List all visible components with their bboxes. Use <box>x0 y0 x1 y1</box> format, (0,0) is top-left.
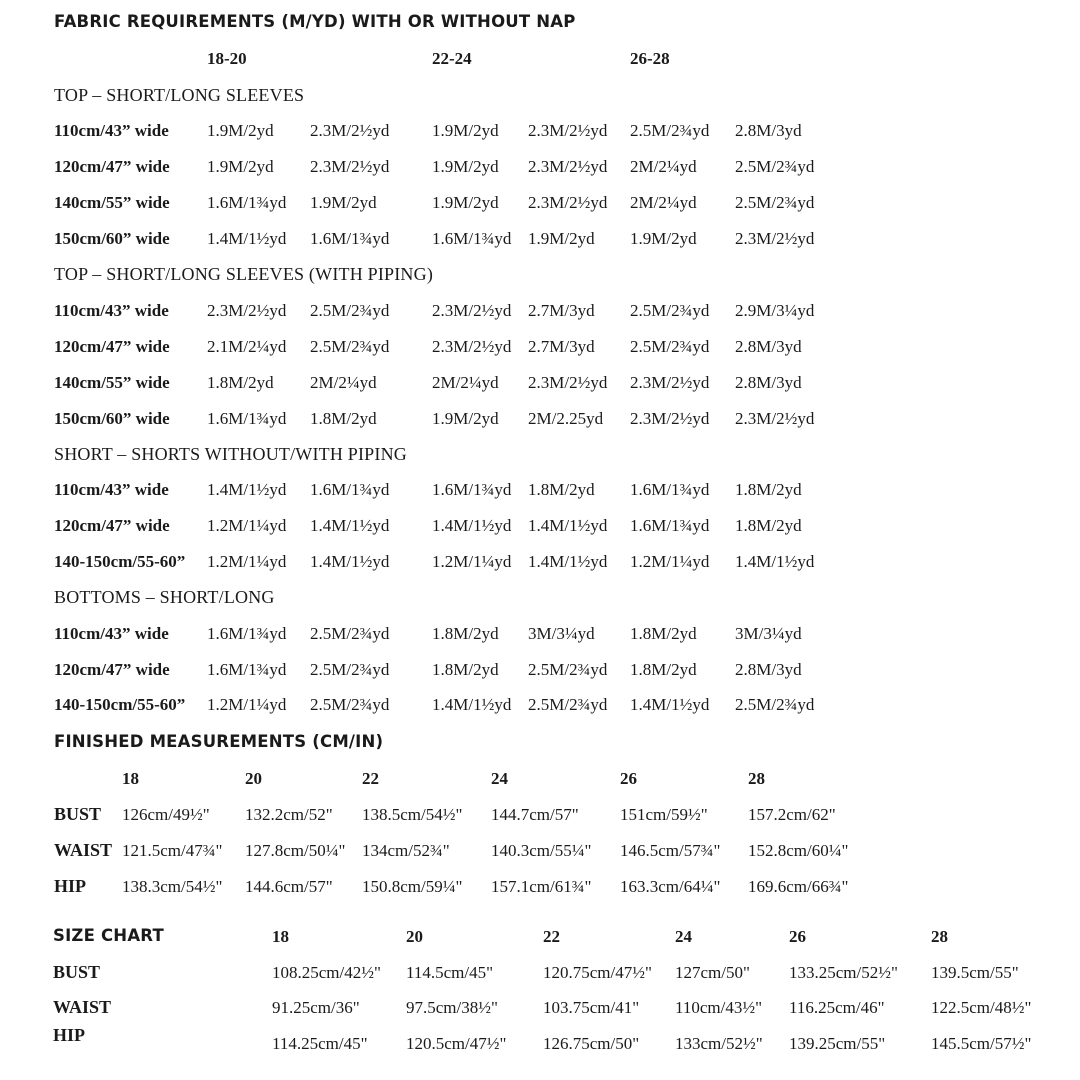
row-label: 110cm/43” wide <box>54 480 169 499</box>
cell-value: 114.25cm/45" <box>272 1034 368 1053</box>
cell-value: 1.4M/1½yd <box>310 516 390 535</box>
row-label: 120cm/47” wide <box>54 660 170 679</box>
row-label: 140-150cm/55-60” <box>54 552 186 571</box>
cell-value: 152.8cm/60¼" <box>748 841 849 860</box>
cell-value: 1.6M/1¾yd <box>207 409 287 428</box>
cell-value: 1.4M/1½yd <box>432 516 512 535</box>
size-header: 20 <box>245 769 262 788</box>
cell-value: 1.9M/2yd <box>207 157 274 176</box>
row-label: BUST <box>53 962 101 982</box>
cell-value: 2.3M/2½yd <box>310 121 390 140</box>
cell-value: 1.2M/1¼yd <box>207 516 287 535</box>
row-label: 110cm/43” wide <box>54 121 169 140</box>
cell-value: 2.5M/2¾yd <box>735 193 815 212</box>
cell-value: 2.3M/2½yd <box>432 301 512 320</box>
cell-value: 2.5M/2¾yd <box>735 695 815 714</box>
size-header: 20 <box>406 927 423 946</box>
cell-value: 1.6M/1¾yd <box>630 516 710 535</box>
row-label: 140cm/55” wide <box>54 193 170 212</box>
cell-value: 1.9M/2yd <box>432 121 499 140</box>
cell-value: 2.8M/3yd <box>735 121 802 140</box>
cell-value: 2.5M/2¾yd <box>310 337 390 356</box>
cell-value: 1.6M/1¾yd <box>207 660 287 679</box>
cell-value: 1.8M/2yd <box>630 660 697 679</box>
row-label: HIP <box>54 876 87 896</box>
cell-value: 122.5cm/48½" <box>931 998 1032 1017</box>
cell-value: 2.7M/3yd <box>528 337 595 356</box>
cell-value: 2.5M/2¾yd <box>735 157 815 176</box>
cell-value: 1.4M/1½yd <box>207 480 287 499</box>
cell-value: 2.3M/2½yd <box>735 409 815 428</box>
cell-value: 1.8M/2yd <box>735 516 802 535</box>
row-label: WAIST <box>53 997 112 1017</box>
row-label: 140-150cm/55-60” <box>54 695 186 714</box>
cell-value: 1.8M/2yd <box>310 409 377 428</box>
cell-value: 1.9M/2yd <box>310 193 377 212</box>
cell-value: 127cm/50" <box>675 963 750 982</box>
cell-value: 134cm/52¾" <box>362 841 450 860</box>
fabric-requirements-title: FABRIC REQUIREMENTS (M/YD) WITH OR WITHOUT NAP <box>54 12 576 31</box>
cell-value: 2.5M/2¾yd <box>528 695 608 714</box>
cell-value: 1.9M/2yd <box>528 229 595 248</box>
cell-value: 2.8M/3yd <box>735 337 802 356</box>
row-label: 150cm/60” wide <box>54 409 170 428</box>
cell-value: 116.25cm/46" <box>789 998 885 1017</box>
cell-value: 2.8M/3yd <box>735 660 802 679</box>
cell-value: 2M/2.25yd <box>528 409 604 428</box>
cell-value: 150.8cm/59¼" <box>362 877 463 896</box>
cell-value: 91.25cm/36" <box>272 998 360 1017</box>
cell-value: 1.4M/1½yd <box>207 229 287 248</box>
cell-value: 1.4M/1½yd <box>630 695 710 714</box>
size-header: 26 <box>620 769 637 788</box>
cell-value: 1.4M/1½yd <box>528 516 608 535</box>
cell-value: 1.2M/1¼yd <box>207 552 287 571</box>
finished-measurements-title: FINISHED MEASUREMENTS (CM/IN) <box>54 732 384 751</box>
size-header: 24 <box>491 769 508 788</box>
cell-value: 1.6M/1¾yd <box>207 193 287 212</box>
cell-value: 157.1cm/61¾" <box>491 877 592 896</box>
cell-value: 144.6cm/57" <box>245 877 333 896</box>
cell-value: 2.5M/2¾yd <box>310 660 390 679</box>
cell-value: 133cm/52½" <box>675 1034 763 1053</box>
cell-value: 114.5cm/45" <box>406 963 494 982</box>
cell-value: 133.25cm/52½" <box>789 963 898 982</box>
cell-value: 1.8M/2yd <box>735 480 802 499</box>
size-header-18-20: 18-20 <box>207 49 247 68</box>
cell-value: 144.7cm/57" <box>491 805 579 824</box>
cell-value: 3M/3¼yd <box>735 624 802 643</box>
section-title-top-sleeves-piping: TOP – SHORT/LONG SLEEVES (WITH PIPING) <box>54 264 434 284</box>
cell-value: 1.6M/1¾yd <box>207 624 287 643</box>
cell-value: 145.5cm/57½" <box>931 1034 1032 1053</box>
cell-value: 1.4M/1½yd <box>310 552 390 571</box>
cell-value: 138.3cm/54½" <box>122 877 223 896</box>
cell-value: 157.2cm/62" <box>748 805 836 824</box>
cell-value: 1.4M/1½yd <box>528 552 608 571</box>
cell-value: 1.9M/2yd <box>207 121 274 140</box>
cell-value: 1.9M/2yd <box>432 193 499 212</box>
size-header-22-24: 22-24 <box>432 49 472 68</box>
cell-value: 169.6cm/66¾" <box>748 877 849 896</box>
cell-value: 127.8cm/50¼" <box>245 841 346 860</box>
row-label: 110cm/43” wide <box>54 624 169 643</box>
cell-value: 2.8M/3yd <box>735 373 802 392</box>
cell-value: 2.5M/2¾yd <box>630 337 710 356</box>
cell-value: 1.2M/1¼yd <box>207 695 287 714</box>
cell-value: 139.25cm/55" <box>789 1034 886 1053</box>
size-header: 26 <box>789 927 806 946</box>
row-label: 120cm/47” wide <box>54 337 170 356</box>
cell-value: 2.5M/2¾yd <box>310 624 390 643</box>
cell-value: 2.5M/2¾yd <box>310 695 390 714</box>
cell-value: 146.5cm/57¾" <box>620 841 721 860</box>
cell-value: 1.6M/1¾yd <box>310 229 390 248</box>
cell-value: 2.7M/3yd <box>528 301 595 320</box>
row-label: 120cm/47” wide <box>54 157 170 176</box>
cell-value: 1.6M/1¾yd <box>432 229 512 248</box>
cell-value: 110cm/43½" <box>675 998 763 1017</box>
cell-value: 1.8M/2yd <box>432 624 499 643</box>
cell-value: 1.4M/1½yd <box>432 695 512 714</box>
cell-value: 151cm/59½" <box>620 805 708 824</box>
cell-value: 2.3M/2½yd <box>528 157 608 176</box>
cell-value: 126cm/49½" <box>122 805 210 824</box>
cell-value: 97.5cm/38½" <box>406 998 498 1017</box>
size-header: 28 <box>931 927 948 946</box>
row-label: 120cm/47” wide <box>54 516 170 535</box>
cell-value: 2M/2¼yd <box>630 157 697 176</box>
cell-value: 1.9M/2yd <box>432 157 499 176</box>
cell-value: 2.3M/2½yd <box>528 121 608 140</box>
row-label: BUST <box>54 804 102 824</box>
cell-value: 163.3cm/64¼" <box>620 877 721 896</box>
row-label: 150cm/60” wide <box>54 229 170 248</box>
cell-value: 1.6M/1¾yd <box>310 480 390 499</box>
cell-value: 139.5cm/55" <box>931 963 1019 982</box>
size-header: 28 <box>748 769 765 788</box>
cell-value: 1.8M/2yd <box>528 480 595 499</box>
cell-value: 120.5cm/47½" <box>406 1034 507 1053</box>
cell-value: 1.4M/1½yd <box>735 552 815 571</box>
cell-value: 2.3M/2½yd <box>528 373 608 392</box>
size-header: 22 <box>362 769 379 788</box>
cell-value: 103.75cm/41" <box>543 998 640 1017</box>
cell-value: 1.6M/1¾yd <box>432 480 512 499</box>
cell-value: 2.1M/2¼yd <box>207 337 287 356</box>
size-header: 18 <box>272 927 289 946</box>
cell-value: 2.3M/2½yd <box>310 157 390 176</box>
cell-value: 120.75cm/47½" <box>543 963 652 982</box>
cell-value: 2.3M/2½yd <box>207 301 287 320</box>
cell-value: 1.9M/2yd <box>432 409 499 428</box>
cell-value: 132.2cm/52" <box>245 805 333 824</box>
row-label: 140cm/55” wide <box>54 373 170 392</box>
cell-value: 2M/2¼yd <box>630 193 697 212</box>
cell-value: 2.5M/2¾yd <box>630 121 710 140</box>
cell-value: 2M/2¼yd <box>310 373 377 392</box>
size-header: 24 <box>675 927 692 946</box>
cell-value: 1.9M/2yd <box>630 229 697 248</box>
size-header-26-28: 26-28 <box>630 49 670 68</box>
cell-value: 2.5M/2¾yd <box>528 660 608 679</box>
section-title-top-sleeves: TOP – SHORT/LONG SLEEVES <box>54 85 305 105</box>
cell-value: 2.3M/2½yd <box>432 337 512 356</box>
cell-value: 2.3M/2½yd <box>630 409 710 428</box>
size-chart-title: SIZE CHART <box>53 926 164 945</box>
size-header: 18 <box>122 769 139 788</box>
cell-value: 1.2M/1¼yd <box>630 552 710 571</box>
cell-value: 126.75cm/50" <box>543 1034 640 1053</box>
size-header: 22 <box>543 927 560 946</box>
row-label: HIP <box>53 1025 86 1045</box>
cell-value: 3M/3¼yd <box>528 624 595 643</box>
cell-value: 140.3cm/55¼" <box>491 841 592 860</box>
cell-value: 1.8M/2yd <box>630 624 697 643</box>
section-title-bottoms: BOTTOMS – SHORT/LONG <box>54 587 275 607</box>
cell-value: 2.3M/2½yd <box>630 373 710 392</box>
cell-value: 138.5cm/54½" <box>362 805 463 824</box>
row-label: 110cm/43” wide <box>54 301 169 320</box>
cell-value: 2M/2¼yd <box>432 373 499 392</box>
cell-value: 1.8M/2yd <box>207 373 274 392</box>
cell-value: 121.5cm/47¾" <box>122 841 223 860</box>
cell-value: 1.8M/2yd <box>432 660 499 679</box>
cell-value: 2.3M/2½yd <box>735 229 815 248</box>
row-label: WAIST <box>54 840 113 860</box>
cell-value: 2.5M/2¾yd <box>630 301 710 320</box>
cell-value: 1.2M/1¼yd <box>432 552 512 571</box>
section-title-shorts: SHORT – SHORTS WITHOUT/WITH PIPING <box>54 444 407 464</box>
cell-value: 2.5M/2¾yd <box>310 301 390 320</box>
cell-value: 108.25cm/42½" <box>272 963 381 982</box>
cell-value: 2.9M/3¼yd <box>735 301 815 320</box>
cell-value: 2.3M/2½yd <box>528 193 608 212</box>
cell-value: 1.6M/1¾yd <box>630 480 710 499</box>
